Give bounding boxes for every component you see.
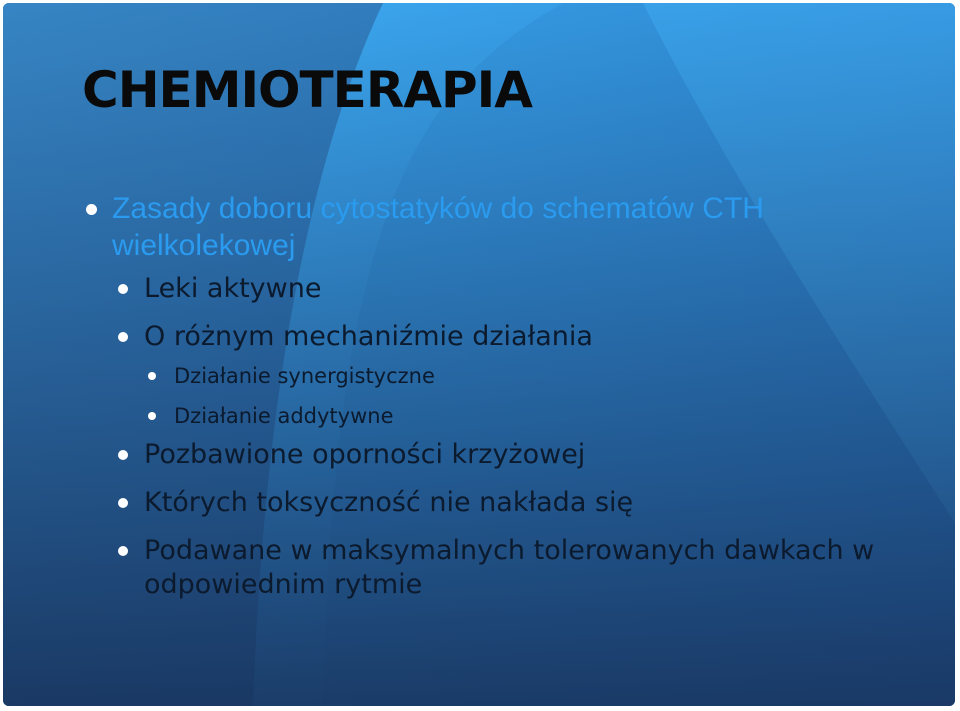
bullet-text: Zasady doboru cytostatyków do schematów CTH wielkolekowej <box>112 192 764 262</box>
bullet-dot-icon <box>118 450 128 460</box>
bullet-item <box>82 272 902 306</box>
bullet-dot-icon <box>118 498 128 508</box>
bullet-dot-icon <box>118 546 128 556</box>
bullet-dot-icon <box>148 372 156 380</box>
bullet-item <box>82 402 902 430</box>
bullet-text: O różnym mechaniźmie działania <box>144 321 593 352</box>
bullet-list <box>82 190 902 602</box>
bullet-item <box>82 486 902 520</box>
bullet-item <box>82 320 902 354</box>
bullet-text: Pozbawione oporności krzyżowej <box>144 439 586 470</box>
bullet-dot-icon <box>118 332 128 342</box>
bullet-text: Działanie addytywne <box>174 404 394 428</box>
bullet-text: Leki aktywne <box>144 273 322 304</box>
bullet-dot-icon <box>118 284 128 294</box>
bullet-dot-icon <box>148 412 156 420</box>
bullet-item <box>82 534 902 602</box>
bullet-dot-icon <box>86 204 97 215</box>
slide-title: CHEMIOTERAPIA <box>82 61 532 119</box>
bullet-text: Działanie synergistyczne <box>174 364 435 388</box>
bullet-item <box>82 190 902 264</box>
bullet-item <box>82 362 902 390</box>
bullet-item <box>82 438 902 472</box>
bullet-text: Podawane w maksymalnych tolerowanych dawkach w odpowiednim rytmie <box>144 535 875 600</box>
bullet-text: Których toksyczność nie nakłada się <box>144 487 634 518</box>
